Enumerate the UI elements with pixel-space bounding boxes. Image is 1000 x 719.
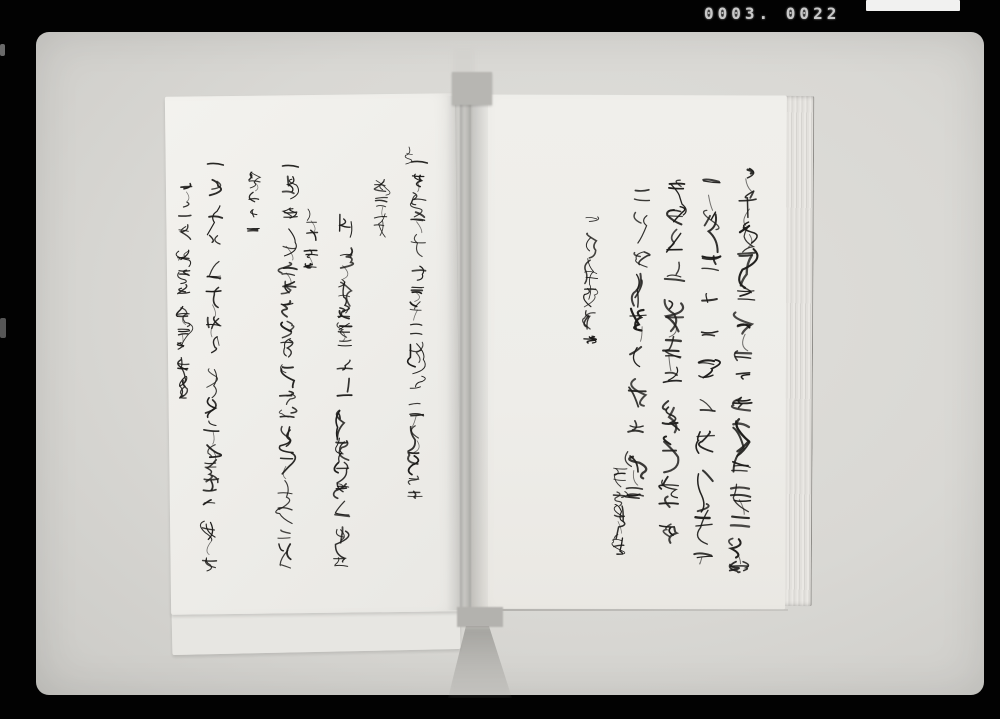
film-notch-icon xyxy=(0,44,5,56)
frame-counter: 0003. 0022 xyxy=(704,4,841,23)
binding-cord-tab-bottom xyxy=(457,607,503,627)
film-notch-icon xyxy=(0,318,6,338)
film-edge-marker xyxy=(866,0,960,11)
right-page-bottom-edge xyxy=(496,609,788,611)
binding-cord-tab-top xyxy=(452,72,492,105)
binding-cord xyxy=(460,100,471,609)
left-page xyxy=(165,93,461,615)
right-page xyxy=(471,94,787,609)
